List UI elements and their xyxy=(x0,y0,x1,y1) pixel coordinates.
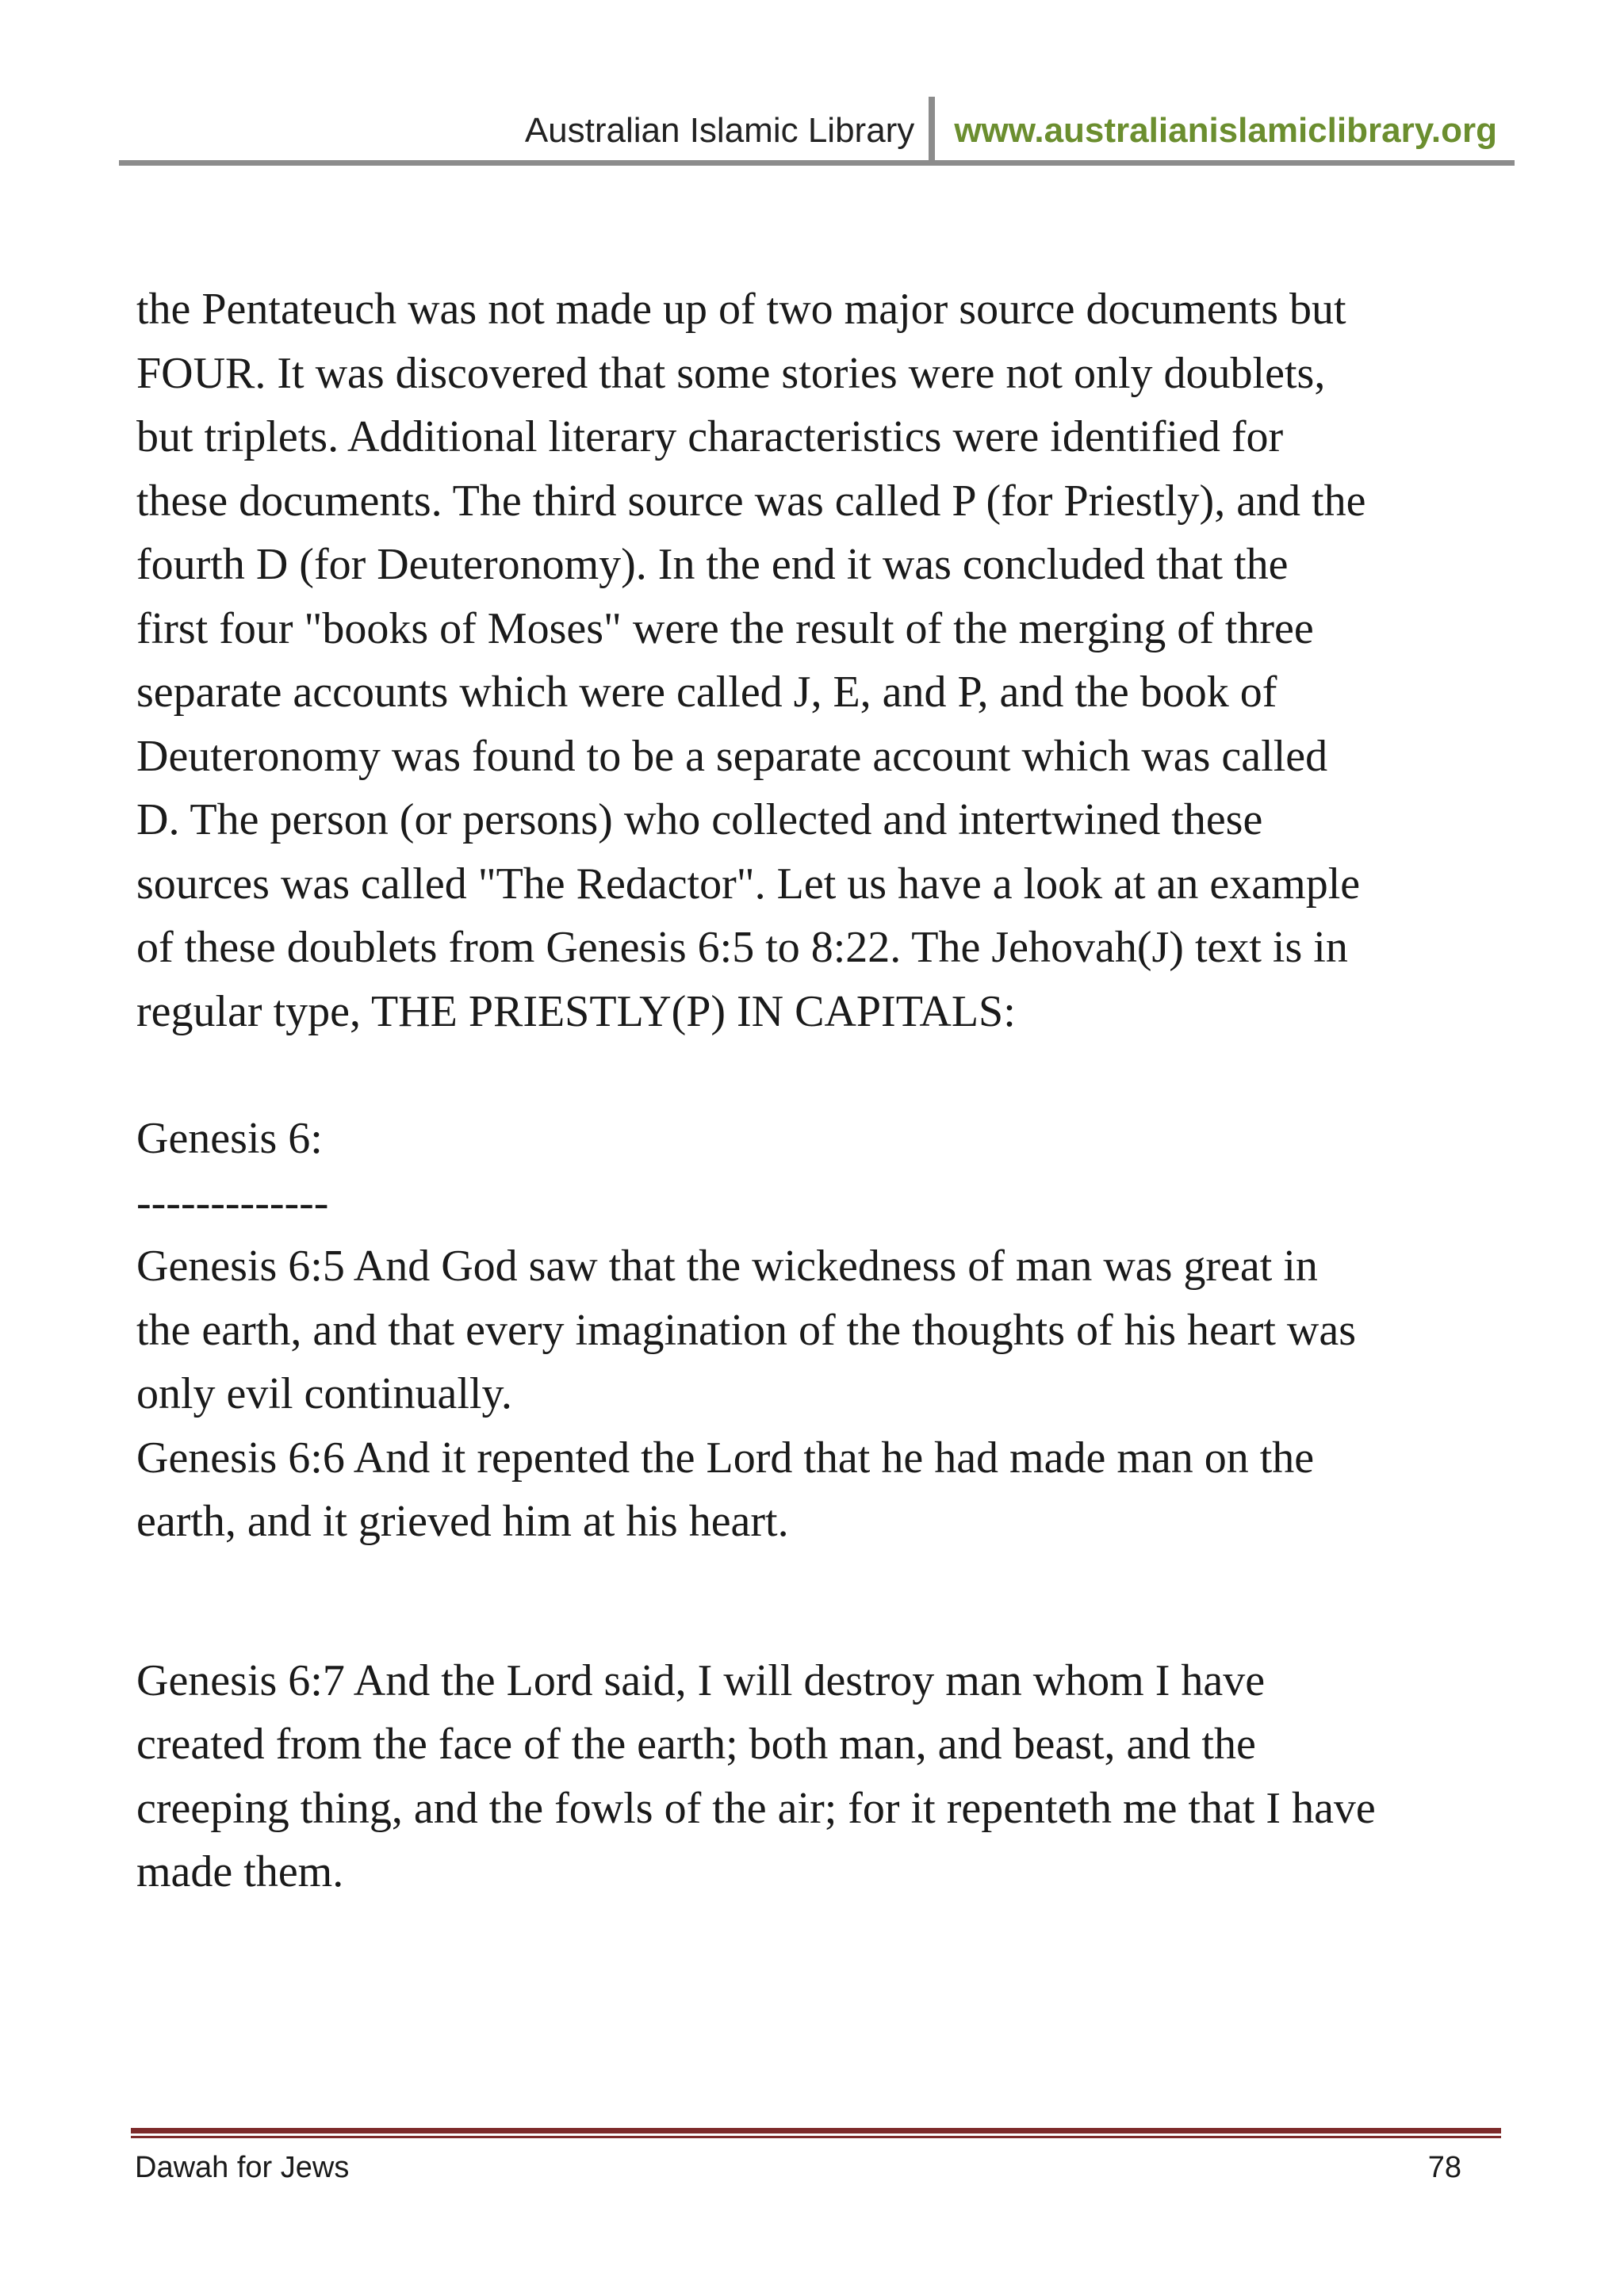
verse-6-5: Genesis 6:5 And God saw that the wickedness of man was great in the earth, and that every imagination of the thoughts of his heart was only evil continually. xyxy=(136,1242,1357,1418)
footer-divider-thick xyxy=(131,2128,1501,2133)
header-library-title: Australian Islamic Library xyxy=(524,111,915,150)
page-body xyxy=(136,277,1500,1904)
verse-6-6: Genesis 6:6 And it repented the Lord that he had made man on the earth, and it grieved him at his heart. xyxy=(136,1433,1315,1546)
verse-6-7: Genesis 6:7 And the Lord said, I will destroy man whom I have created from the face of the earth; both man, and beast, and the creeping thing, and the fowls of the air; for it repenteth me that I have made them. xyxy=(136,1655,1376,1896)
footer-book-title: Dawah for Jews xyxy=(135,2151,350,2184)
section-heading: Genesis 6: xyxy=(136,1114,323,1163)
section-divider-text: ------------- xyxy=(136,1177,329,1227)
header-url-link[interactable]: www.australianislamiclibrary.org xyxy=(954,111,1497,150)
footer-page-number: 78 xyxy=(1427,2151,1461,2184)
header-row xyxy=(525,103,1497,159)
page-header xyxy=(119,94,1515,165)
intro-paragraph: the Pentateuch was not made up of two major source documents but FOUR. It was discovered that some stories were not only doublets, but triplets. Additional literary characteristics were identified for these documents. The third source was called P (for Priestly), and the fourth D (for Deuteronomy). In the end it was concluded that the first four "books of Moses" were the result of the merging of three separate accounts which were called J, E, and P, and the book of Deuteronomy was found to be a separate account which was called D. The person (or persons) who collected and intertwined these sources was called "The Redactor". Let us have a look at an example of these doublets from Genesis 6:5 to 8:22. The Jehovah(J) text is in regular type, THE PRIESTLY(P) IN CAPITALS: xyxy=(136,285,1366,1036)
header-divider xyxy=(119,160,1515,166)
spacer xyxy=(136,1043,1500,1107)
spacer xyxy=(136,1554,1500,1649)
footer-divider-thin xyxy=(131,2136,1501,2138)
header-separator xyxy=(929,97,935,165)
